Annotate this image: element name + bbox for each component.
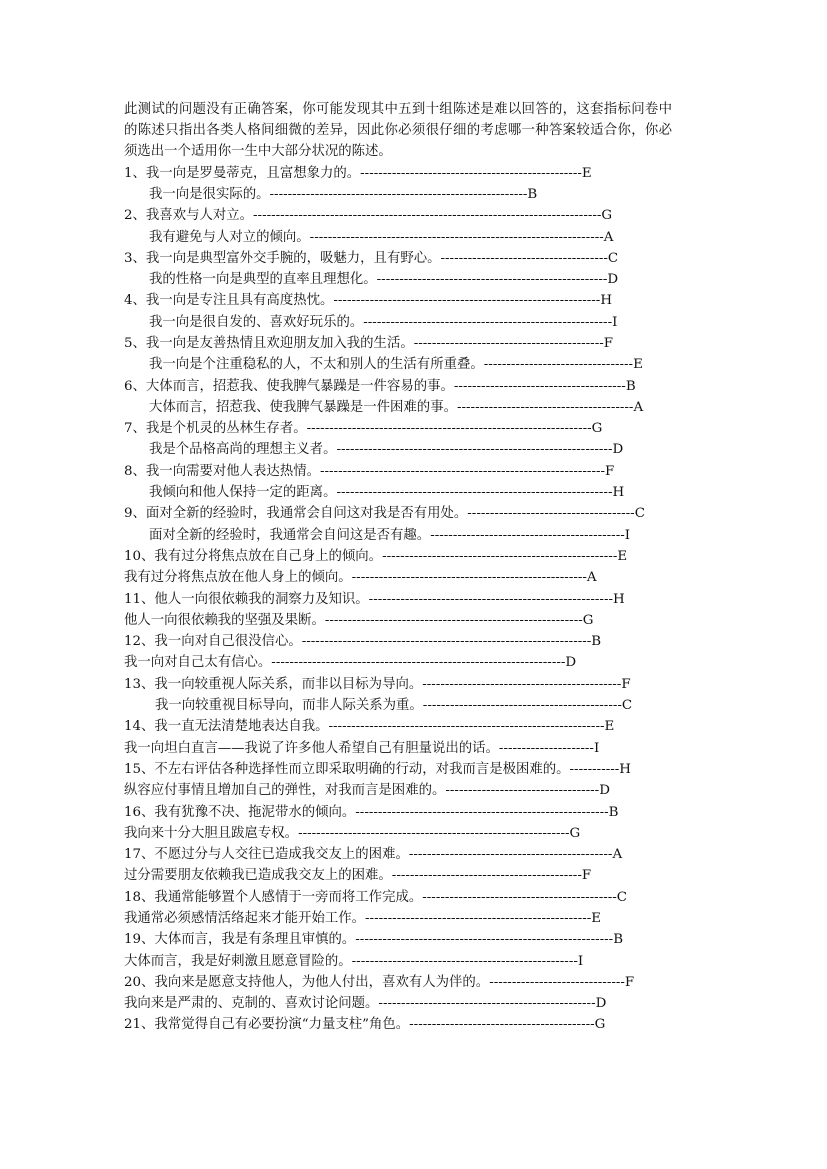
statement-line: 13、我一向较重视人际关系，而非以目标为导向。--------------------------------------------F: [124, 676, 631, 692]
statement-line: 11、他人一向很依赖我的洞察力及知识。------------------------------------------------------H: [124, 591, 625, 607]
statement-line: 15、不左右评估各种选择性而立即采取明确的行动，对我而言是极困难的。-----------H: [124, 761, 631, 777]
statement-line: 3、我一向是典型富外交手腕的，吸魅力，且有野心。-------------------------------------C: [124, 250, 619, 266]
statement-line: 我通常必须感情活络起来才能开始工作。--------------------------------------------------E: [124, 911, 602, 926]
statement-line: 18、我通常能够置个人感情于一旁而将工作完成。-------------------------------------------C: [124, 889, 628, 905]
statement-line: 19、大体而言，我是有条理且审慎的。---------------------------------------------------------B: [124, 932, 624, 948]
statement-line: 纵容应付事情且增加自己的弹性，对我而言是困难的。----------------------------------D: [124, 783, 610, 799]
statement-line: 2、我喜欢与人对立。-----------------------------------------------------------------------------G: [124, 208, 613, 224]
statement-line: 1、我一向是罗曼蒂克，且富想象力的。-------------------------------------------------E: [124, 165, 592, 181]
statement-line: 我倾向和他人保持一定的距离。-------------------------------------------------------------H: [149, 485, 625, 501]
statement-line: 16、我有犹豫不决、拖泥带水的倾向。--------------------------------------------------------B: [124, 804, 619, 820]
statement-line: 他人一向很依赖我的坚强及果断。---------------------------------------------------------G: [124, 612, 594, 628]
statement-line: 我一向坦白直言——我说了许多他人希望自己有胆量说出的话。---------------------I: [124, 740, 600, 756]
statement-line: 我有避免与人对立的倾向。-----------------------------------------------------------------A: [149, 229, 614, 245]
statement-line: 17、不愿过分与人交往已造成我交友上的困难。---------------------------------------------A: [124, 847, 623, 863]
statement-line: 20、我向来是愿意支持他人，为他人付出，喜欢有人为伴的。------------------------------F: [124, 974, 635, 990]
statement-line: 我向来是严肃的、克制的、喜欢讨论问题。------------------------------------------------D: [124, 996, 607, 1012]
statement-line: 面对全新的经验时，我通常会自问这是否有趣。-------------------------------------------I: [149, 527, 631, 543]
statement-line: 6、大体而言，招惹我、使我脾气暴躁是一件容易的事。--------------------------------------B: [124, 378, 636, 394]
statement-line: 21、我常觉得自己有必要扮演“力量支柱”角色。-----------------------------------------G: [124, 1017, 606, 1033]
statement-line: 我一向是很实际的。---------------------------------------------------------B: [149, 186, 538, 202]
statement-line: 大体而言，招惹我、使我脾气暴躁是一件困难的事。---------------------------------------A: [149, 399, 644, 415]
statement-line: 过分需要朋友依赖我已造成我交友上的困难。------------------------------------------F: [124, 868, 592, 884]
statement-line: 9、面对全新的经验时，我通常会自问这对我是否有用处。-------------------------------------C: [124, 506, 645, 522]
statement-line: 我一向是很自发的、喜欢好玩乐的。-------------------------------------------------------I: [149, 314, 618, 330]
statement-line: 5、我一向是友善热情且欢迎朋友加入我的生活。------------------------------------------F: [124, 335, 614, 351]
statement-line: 7、我是个机灵的丛林生存者。---------------------------------------------------------------G: [124, 421, 603, 437]
statement-line: 10、我有过分将焦点放在自己身上的倾向。----------------------------------------------------E: [124, 548, 628, 564]
statement-list: [124, 163, 672, 1036]
statement-line: 我一向是个注重稳私的人，不太和别人的生活有所重叠。---------------------------------E: [149, 357, 643, 373]
questionnaire-page: [124, 99, 672, 1036]
statement-line: 12、我一向对自己很没信心。----------------------------------------------------------------B: [124, 634, 602, 650]
statement-line: 我有过分将焦点放在他人身上的倾向。----------------------------------------------------A: [124, 570, 597, 586]
statement-line: 我一向对自己太有信心。-----------------------------------------------------------------D: [124, 655, 577, 671]
statement-line: 我是个品格高尚的理想主义者。-------------------------------------------------------------D: [149, 442, 624, 458]
intro-paragraph: 此测试的问题没有正确答案，你可能发现其中五到十组陈述是难以回答的，这套指标问卷中的陈述只指出各类人格间细微的差异，因此你必须很仔细的考虑哪一种答案较适合你，你必须选出一个适用你一生中大部分状况的陈述。: [124, 102, 672, 160]
statement-line: 我向来十分大胆且跋扈专权。------------------------------------------------------------G: [124, 825, 581, 841]
statement-line: 大体而言，我是好刺激且愿意冒险的。--------------------------------------------------I: [124, 953, 584, 969]
statement-line: 14、我一直无法清楚地表达自我。-------------------------------------------------------------E: [124, 719, 615, 735]
statement-line: 8、我一向需要对他人表达热情。---------------------------------------------------------------F: [124, 463, 615, 479]
statement-line: 我的性格一向是典型的直率且理想化。---------------------------------------------------D: [149, 272, 619, 288]
statement-line: 我一向较重视目标导向，而非人际关系为重。--------------------------------------------C: [155, 698, 633, 714]
statement-line: 4、我一向是专注且具有高度热忱。-----------------------------------------------------------H: [124, 293, 613, 309]
